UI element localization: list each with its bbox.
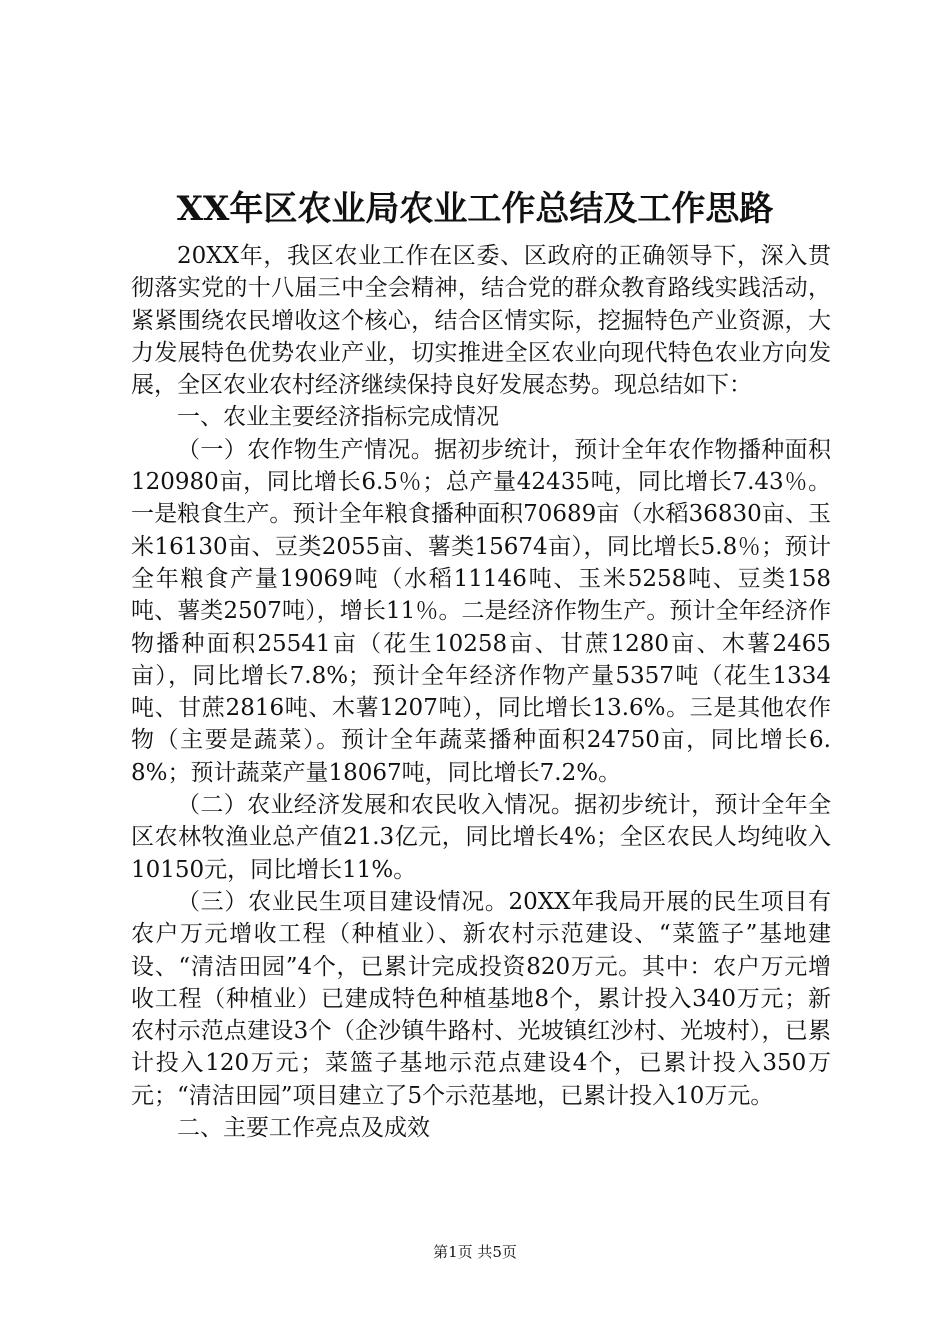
income-paragraph: （二）农业经济发展和农民收入情况。据初步统计，预计全年全区农林牧渔业总产值21.3亿元，同比增长4%；全区农民人均纯收入10150元，同比增长11%。 <box>131 792 831 883</box>
section-heading-1: 一、农业主要经济指标完成情况 <box>177 404 499 431</box>
document-title: XX年区农业局农业工作总结及工作思路 <box>176 189 774 229</box>
section-heading-2: 二、主要工作亮点及成效 <box>177 1115 430 1142</box>
intro-paragraph: 20XX年，我区农业工作在区委、区政府的正确领导下，深入贯彻落实党的十八届三中全会精神，结合党的群众教育路线实践活动，紧紧围绕农民增收这个核心，结合区情实际，挖掘特色产业资源，大力发展特色优势农业产业，切实推进全区农业向现代特色农业方向发展，全区农业农村经济继续保持良好发展态势。现总结如下： <box>131 243 831 399</box>
projects-paragraph: （三）农业民生项目建设情况。20XX年我局开展的民生项目有农户万元增收工程（种植业）、新农村示范建设、“菜篮子”基地建设、“清洁田园”4个，已累计完成投资820万元。其中：农户万元增收工程（种植业）已建成特色种植基地8个，累计投入340万元；新农村示范点建设3个（企沙镇牛路村、光坡镇红沙村、光坡村），已累计投入120万元；菜篮子基地示范点建设4个，已累计投入350万元；“清洁田园”项目建立了5个示范基地，已累计投入10万元。 <box>131 888 831 1109</box>
page-footer: 第1页 共5页 <box>433 1243 517 1261</box>
crop-production-paragraph: （一）农作物生产情况。据初步统计，预计全年农作物播种面积120980亩，同比增长6.5％；总产量42435吨，同比增长7.43％。一是粮食生产。预计全年粮食播种面积70689亩（水稻36830亩、玉米16130亩、豆类2055亩、薯类15674亩），同比增长5.8％；预计全年粮食产量19069吨（水稻11146吨、玉米5258吨、豆类158吨、薯类2507吨），增长11％。二是经济作物生产。预计全年经济作物播种面积25541亩（花生10258亩、甘蔗1280亩、木薯2465亩），同比增长7.8%；预计全年经济作物产量5357吨（花生1334吨、甘蔗2816吨、木薯1207吨），同比增长13.6%。三是其他农作物（主要是蔬菜）。预计全年蔬菜播种面积24750亩，同比增长6.8%；预计蔬菜产量18067吨，同比增长7.2%。 <box>131 436 831 786</box>
document-body <box>131 240 831 1144</box>
